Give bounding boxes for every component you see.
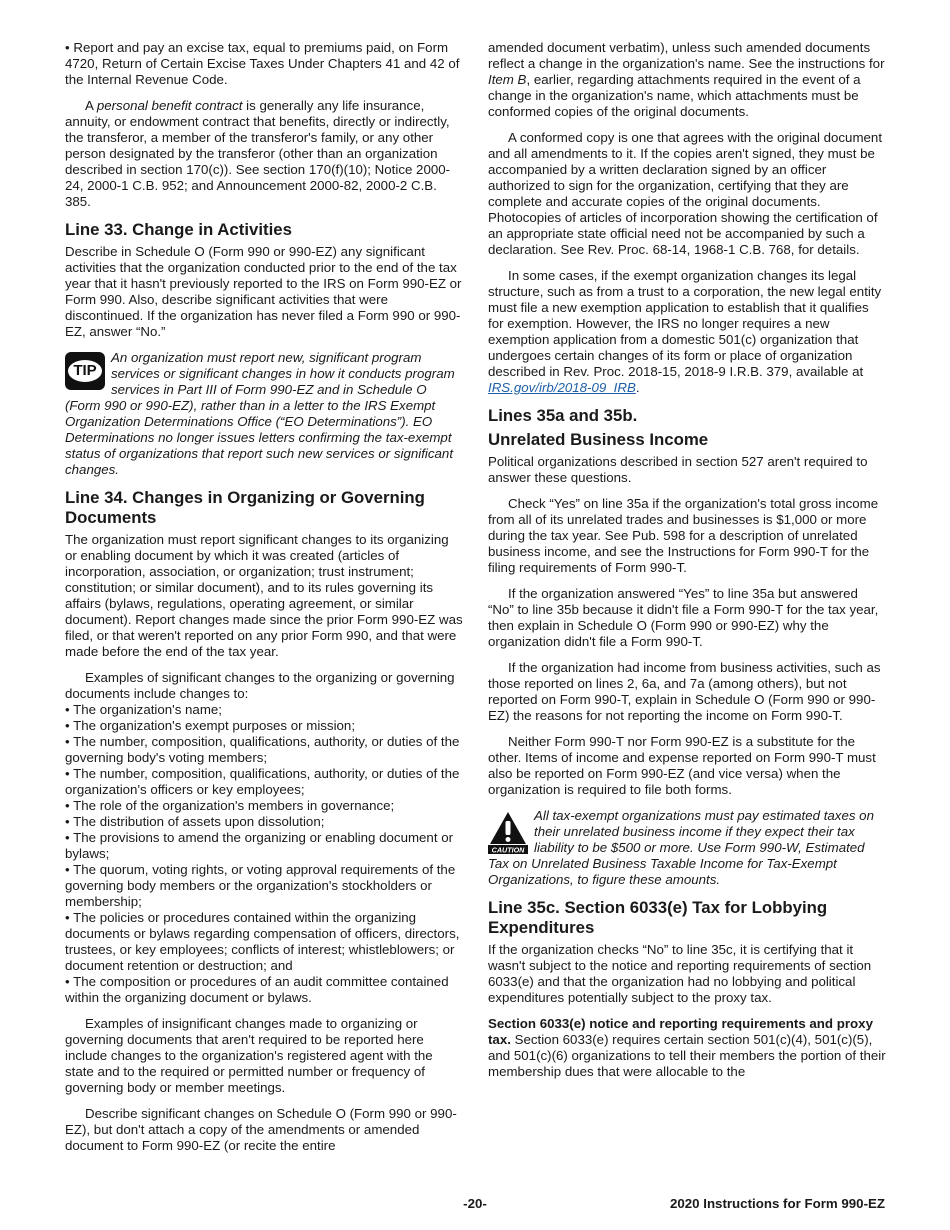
bullet-item: • The number, composition, qualifications, authority, or duties of the governing body's voting members; <box>65 734 460 765</box>
bullet-item: • The quorum, voting rights, or voting approval requirements of the governing body members or the organization's stockholders or membership; <box>65 862 456 909</box>
pbc-term: personal benefit contract <box>96 98 243 113</box>
bullet-item: • The distribution of assets upon dissolution; <box>65 814 325 829</box>
personal-benefit-contract-paragraph <box>65 98 463 210</box>
examples-significant-intro: Examples of significant changes to the organizing or governing documents include changes to: <box>65 670 455 701</box>
neither-form-paragraph: Neither Form 990-T nor Form 990-EZ is a substitute for the other. Items of income and expense reported on Form 990-T must also be reported on Form 990-EZ (and vice versa) when the organization is required to file both forms. <box>488 734 876 797</box>
tip-text: An organization must report new, significant program services or significant changes in how it conducts program services in Part III of Form 990-EZ and in Schedule O (Form 990 or 990-EZ), rather than in a letter to the IRS Exempt Organization Determinations Office (“EO Determinations”). EO Determinations no longer issues letters confirming the tax-exempt status of organizations that report such new services or significant changes. <box>65 350 455 477</box>
tip-note <box>65 350 463 478</box>
tip-icon <box>65 352 105 390</box>
examples-insignificant-paragraph: Examples of insignificant changes made to organizing or governing documents that aren't required to be reported here include changes to the organization's registered agent with the state and to the required or permitted number or frequency of governing body or member meetings. <box>65 1016 433 1095</box>
document-title: 2020 Instructions for Form 990-EZ <box>669 1196 885 1211</box>
item-b-ref: Item B <box>488 72 527 87</box>
bullet-item: • The number, composition, qualifications, authority, or duties of the organization's officers or key employees; <box>65 766 460 797</box>
left-column <box>65 40 463 1164</box>
section-6033e-paragraph <box>488 1016 886 1080</box>
caution-icon <box>488 810 528 854</box>
business-income-paragraph: If the organization had income from business activities, such as those reported on lines 2, 6a, and 7a (among others), but not reported on Form 990-T, explain in Schedule O (Form 990 or 990-EZ) the reasons for not reporting the income on Form 990-T. <box>488 660 881 723</box>
pbc-rest: is generally any life insurance, annuity, or endowment contract that benefits, directly or indirectly, the transferor, a member of the transferor's family, or any other person designated by the transferor (other than an organization described in section 170(c)). See section 170(f)(10); Notice 2000-24, 2000-1 C.B. 952; and Announcement 2000-82, 2000-2 C.B. 385. <box>65 98 451 209</box>
cont-post: , earlier, regarding attachments required in the event of a change in the organization's name, which attachments must be conformed copies of the original documents. <box>488 72 861 119</box>
section-6033e-text: Section 6033(e) requires certain section 501(c)(4), 501(c)(5), and 501(c)(6) organizations to tell their members the portion of their membership dues that were allocable to the <box>488 1032 886 1079</box>
bullet-item: • The organization's name; <box>65 702 222 717</box>
right-column <box>488 40 886 1090</box>
line-34-paragraph: The organization must report significant changes to its organizing or enabling document by which it was created (articles of incorporation, association, or organization; trust instrument; constitution; or similar document), and to its rules governing its affairs (bylaws, regulations, operating agreement, or similar document). Report changes made since the prior Form 990-EZ was filed, or that weren't reported on any prior Form 990, and that were made before the end of the tax year. <box>65 532 463 659</box>
describe-changes-paragraph: Describe significant changes on Schedule O (Form 990 or 990-EZ), but don't attach a copy of the amendments or amended document to Form 990-EZ (or recite the entire <box>65 1106 457 1153</box>
check-yes-paragraph: Check “Yes” on line 35a if the organization's total gross income from all of its unrelated trades and businesses is $1,000 or more during the tax year. See Pub. 598 for a description of unrelated business income, and see the Instructions for Form 990-T for the filing requirements of Form 990-T. <box>488 496 879 575</box>
heading-line-35c: Line 35c. Section 6033(e) Tax for Lobbying Expenditures <box>488 898 828 937</box>
line-33-paragraph: Describe in Schedule O (Form 990 or 990-EZ) any significant activities that the organization conducted prior to the end of the tax year that it hasn't previously reported to the IRS on Form 990-EZ or Form 990. Also, describe significant activities that were discontinued. If the organization has never filed a Form 990 or 990-EZ, answer “No.” <box>65 244 462 339</box>
bullet-item: • The organization's exempt purposes or mission; <box>65 718 356 733</box>
irb-link[interactable]: IRS.gov/irb/2018-09_IRB <box>488 380 636 395</box>
bullet-item: • The role of the organization's members in governance; <box>65 798 395 813</box>
bullet-form-4720: • Report and pay an excise tax, equal to premiums paid, on Form 4720, Return of Certain Excise Taxes Under Chapters 41 and 42 of the Internal Revenue Code. <box>65 40 460 87</box>
amended-document-continuation <box>488 40 886 120</box>
warning-triangle-icon <box>488 810 528 854</box>
caution-label: CAUTION <box>491 845 525 854</box>
tip-label: TIP <box>68 360 102 382</box>
section-6033e-heading: Section 6033(e) notice and reporting requirements and proxy tax. <box>488 1016 873 1047</box>
heading-line-34: Line 34. Changes in Organizing or Governing Documents <box>65 488 425 527</box>
political-orgs-paragraph: Political organizations described in section 527 aren't required to answer these questions. <box>488 454 868 485</box>
bullet-item: • The policies or procedures contained within the organizing documents or bylaws regarding compensation of officers, directors, trustees, or key employees; conflicts of interest; whistleblowers; or document retention or destruction; and <box>65 910 460 973</box>
some-cases-text: In some cases, if the exempt organization changes its legal structure, such as from a trust to a corporation, the new legal entity must file a new exemption application to establish that it qualifies for exemption. However, the IRS no longer requires a new exemption application from a domestic 501(c) organization that undergoes certain changes of its form or place of organization described in Rev. Proc. 2018-15, 2018-9 I.R.B. 379, available at <box>488 268 882 379</box>
page-number: -20- <box>463 1196 487 1211</box>
heading-unrelated-business-income: Unrelated Business Income <box>488 430 709 449</box>
heading-line-33: Line 33. Change in Activities <box>65 220 292 239</box>
legal-structure-paragraph: In some cases, if the exempt organization changes its legal structure, such as from a trust to a corporation, the new legal entity must file a new exemption application to establish that it qualifies for exemption. However, the IRS no longer requires a new exemption application from a domestic 501(c) organization that undergoes certain changes of its form or place of organization described in Rev. Proc. 2018-15, 2018-9 I.R.B. 379, available at IRS.gov/irb/2018-09_IRB. <box>488 268 882 395</box>
bullet-item: • The provisions to amend the organizing or enabling document or bylaws; <box>65 830 454 861</box>
conformed-copy-paragraph: A conformed copy is one that agrees with the original document and all amendments to it. If the copies aren't signed, they must be accompanied by a written declaration signed by an officer authorized to sign for the organization, certifying that they are complete and accurate copies of the original documents. Photocopies of articles of incorporation showing the certification of an appropriate state official need not be accompanied by such a declaration. See Rev. Proc. 68-14, 1968-1 C.B. 768, for details. <box>488 130 883 257</box>
line-35c-paragraph: If the organization checks “No” to line 35c, it is certifying that it wasn't subject to the notice and reporting requirements of section 6033(e) and that the organization had no lobbying and political expenditures potentially subject to the proxy tax. <box>488 942 872 1005</box>
heading-lines-35a-35b: Lines 35a and 35b. <box>488 406 638 425</box>
bullet-item: • The composition or procedures of an audit committee contained within the organizing document or bylaws. <box>65 974 449 1005</box>
caution-note <box>488 808 886 888</box>
cont-pre: amended document verbatim), unless such amended documents reflect a change in the organization's name. See the instructions for <box>488 40 885 71</box>
answered-yes-paragraph: If the organization answered “Yes” to line 35a but answered “No” to line 35b because it didn't file a Form 990-T for the tax year, then explain in Schedule O (Form 990 or 990-EZ) why the organization didn't file a Form 990-T. <box>488 586 879 649</box>
pbc-pre: A <box>85 98 97 113</box>
caution-text: All tax-exempt organizations must pay estimated taxes on their unrelated business income if they expect their tax liability to be $500 or more. Use Form 990-W, Estimated Tax on Unrelated Business Taxable Income for Tax-Exempt Organizations, to figure these amounts. <box>488 808 874 887</box>
